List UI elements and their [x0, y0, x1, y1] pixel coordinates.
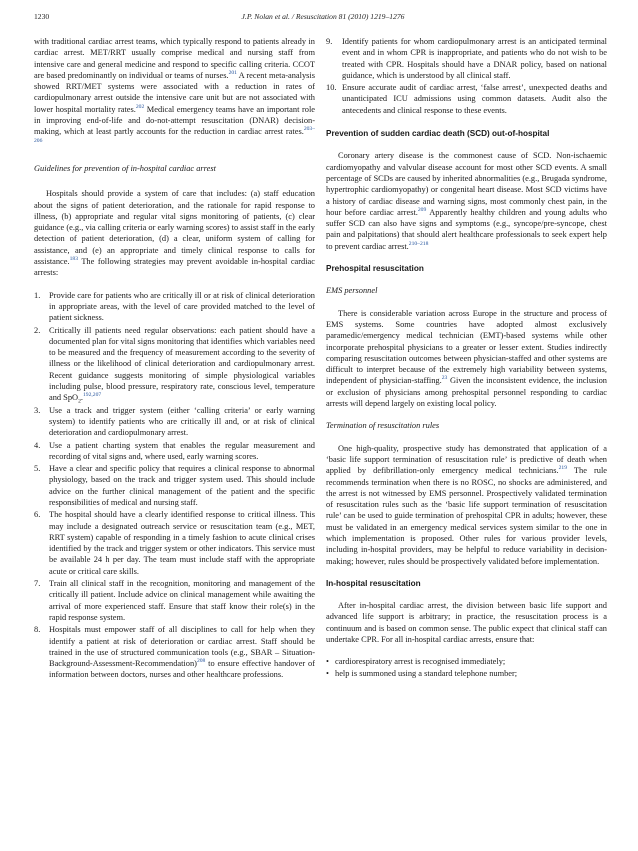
page-number: 1230: [34, 12, 50, 21]
section-heading-in-hospital: In-hospital resuscitation: [326, 578, 421, 588]
citation-link[interactable]: 201: [228, 70, 237, 77]
in-hospital-bullet-list: [326, 656, 607, 679]
citation-link[interactable]: 210–218: [408, 240, 429, 247]
citation-link[interactable]: 183: [69, 256, 78, 263]
running-header: [34, 10, 612, 24]
list-item: 2. Critically ill patients need regular observations: each patient should have a documented plan for vital signs monitoring that identifies which variables need to be measured and the frequency of measurement according to the severity of illness or the likelihood of clinical deterioration and cardiopulmonary arrest. Recent guidance suggests monitoring of simple physiological variables including pulse, blood pressure, respiratory rate, conscious level, temperature and SpO$_2$.$^{192,207}$: [34, 325, 315, 405]
paragraph-scd: Coronary artery disease is the commonest cause of SCD. Non-ischaemic cardiomyopathy and valvular disease account for most other SCD events. A small percentage of SCDs are caused by inherited abnormalities (e.g., Brugada syndrome, hypertrophic cardiomyopathy) or congenital heart disease. Most SCD victims have a history of cardiac disease and warning signs, most commonly chest pain, in the hour before cardiac arrest.$^{209}$ Apparently healthy children and young adults who suffer SCD can also have signs and symptoms (e.g., syncope/pre-syncope, chest pain and palpitations) that should alert healthcare professionals to seek expert help to prevent cardiac arrest.$^{210-218}$: [326, 151, 607, 251]
section-heading-scd: Prevention of sudden cardiac death (SCD) out-of-hospital: [326, 129, 550, 139]
list-item: • cardiorespiratory arrest is recognised immediately;: [326, 656, 607, 667]
subsection-heading-ems: EMS personnel: [326, 286, 378, 296]
list-item: 6. The hospital should have a clearly identified response to critical illness. This may include a designated outreach service or resuscitation team (e.g., MET, RRT system) capable of responding in a timely fashion to acute clinical crises identified by the track and trigger system or other indicators. This service must be available 24 h per day. The team must include staff with the appropriate acute or critical care skills.: [34, 510, 315, 576]
citation-link[interactable]: 202: [135, 103, 145, 110]
list-item: 8. Hospitals must empower staff of all disciplines to call for help when they identify a patient at risk of deterioration or cardiac arrest. Staff should be trained in the use of structured communication tools (e.g., SBAR – Situation-Background-Assessment-Recommendation)$^{208}$ to ensure effective handover of information between doctors, nurses and other healthcare professions.: [34, 625, 315, 680]
paragraph-termination: One high-quality, prospective study has demonstrated that application of a ‘basic life support termination of resuscitation rule’ is predictive of death when applied by defibrillation-only emergency medical technicians.$^{219}$ The rule recommends termination when there is no ROSC, no shocks are administered, and the arrest is not witnessed by EMS personnel. Prospectively validated termination of resuscitation rules such as the ‘basic life support termination of resuscitation rule’ can be used to guide termination of prehospital CPR in adults; however, these must be validated in an emergency medical services system similar to the one in which implementation is proposed. Other rules for various provider levels, including in-hospital providers, may be helpful to reduce variability in decision-making; however, rules should be prospectively validated before implementation.: [326, 443, 607, 566]
list-item: 3. Use a track and trigger system (either ‘calling criteria’ or early warning system) to identify patients who are critically ill and, or at risk of clinical deterioration and cardiopulmonary arrest.: [34, 405, 315, 438]
citation-link[interactable]: 219: [558, 465, 567, 472]
citation-link[interactable]: 192,207: [82, 392, 102, 399]
list-item: 1. Provide care for patients who are critically ill or at risk of clinical deterioration in appropriate areas, with the level of care provided matched to the level of patient sickness.: [34, 290, 315, 323]
right-column: [326, 36, 607, 844]
strategy-list: [34, 290, 315, 681]
subsection-heading-termination: Termination of resuscitation rules: [326, 421, 440, 431]
left-column: [34, 36, 315, 844]
section-heading-prehospital: Prehospital resuscitation: [326, 264, 424, 274]
list-item: 9. Identify patients for whom cardiopulmonary arrest is an anticipated terminal event and in whom CPR is inappropriate, and patients who do not wish to be treated with CPR. Hospitals should have a DNAR policy, based on national guidance, which is understood by all clinical staff.: [326, 37, 607, 80]
list-item: 5. Have a clear and specific policy that requires a clinical response to abnormal physiology, based on the track and trigger system used. This should include advice on the further clinical management of the patient and the specific responsibilities of medical and nursing staff.: [34, 464, 315, 507]
section-heading-guidelines: Guidelines for prevention of in-hospital cardiac arrest: [34, 163, 216, 173]
citation-link[interactable]: 208: [196, 658, 206, 665]
list-item: • help is summoned using a standard telephone number;: [326, 668, 607, 679]
citation-link[interactable]: 209: [417, 207, 427, 214]
list-item: 7. Train all clinical staff in the recognition, monitoring and management of the critically ill patient. Include advice on clinical management while awaiting the arrival of more experienced staff. Ensure that staff know their role(s) in the rapid response system.: [34, 579, 315, 622]
list-item: 10. Ensure accurate audit of cardiac arrest, ‘false arrest’, unexpected deaths and unanticipated ICU admissions using common datasets. Audit also the antecedents and clinical response to these events.: [326, 83, 607, 115]
paragraph-ems: There is considerable variation across Europe in the structure and process of EMS systems. Some countries have adopted almost exclusively paramedic/emergency medical technician (EMT)-based systems while other incorporate prehospital physicians to a greater or lesser extent. Studies indirectly comparing resuscitation outcomes between physician-staffed and other systems are difficult to interpret because of the extremely high variability between systems, independent of physician-staffing.$^{23}$ Given the inconsistent evidence, the inclusion or exclusion of physicians among prehospital personnel responding to cardiac arrests will depend largely on existing local policy.: [326, 308, 607, 409]
journal-citation: J.P. Nolan et al. / Resuscitation 81 (2010) 1219–1276: [241, 12, 405, 21]
paragraph-rapid-response-teams: with traditional cardiac arrest teams, which typically respond to patients already in cardiac arrest. MET/RRT usually comprise medical and nursing staff from intensive care and general medicine and respond to specific calling criteria. CCOT are based predominantly on individual or teams of nurses.$^{201}$ A recent meta-analysis showed RRT/MET systems were associated with a reduction in rates of cardiopulmonary arrest outside the intensive care unit but are not associated with lower hospital mortality rates.$^{202}$ Medical emergency teams have an important role in improving end-of-life and do-not-attempt resuscitation (DNAR) decision-making, which at least partly accounts for the reduction in cardiac arrest rates.$^{203-206}$: [34, 37, 315, 144]
paragraph-system-of-care: Hospitals should provide a system of care that includes: (a) staff education about the signs of patient deterioration, and the rationale for rapid response to illness, (b) appropriate and regular vital signs monitoring of patients, (c) clear guidance (e.g., via calling criteria or early warning scores) to assist staff in the early detection of patient deterioration, (d) a clear, uniform system of calling for assistance, and (e) an appropriate and timely clinical response to calls for assistance.$^{183}$ The following strategies may prevent avoidable in-hospital cardiac arrests:: [34, 189, 315, 278]
citation-link[interactable]: 203–206: [34, 126, 315, 144]
list-item: 4. Use a patient charting system that enables the regular measurement and recording of vital signs and, where used, early warning scores.: [34, 440, 315, 461]
strategy-list-continued: [326, 36, 607, 116]
citation-link[interactable]: 23: [441, 375, 448, 382]
paragraph-in-hospital: After in-hospital cardiac arrest, the division between basic life support and advanced life support is arbitrary; in practice, the resuscitation process is a continuum and is based on common sense. The public expect that clinical staff can undertake CPR. For all in-hospital cardiac arrests, ensure that:: [326, 601, 607, 645]
